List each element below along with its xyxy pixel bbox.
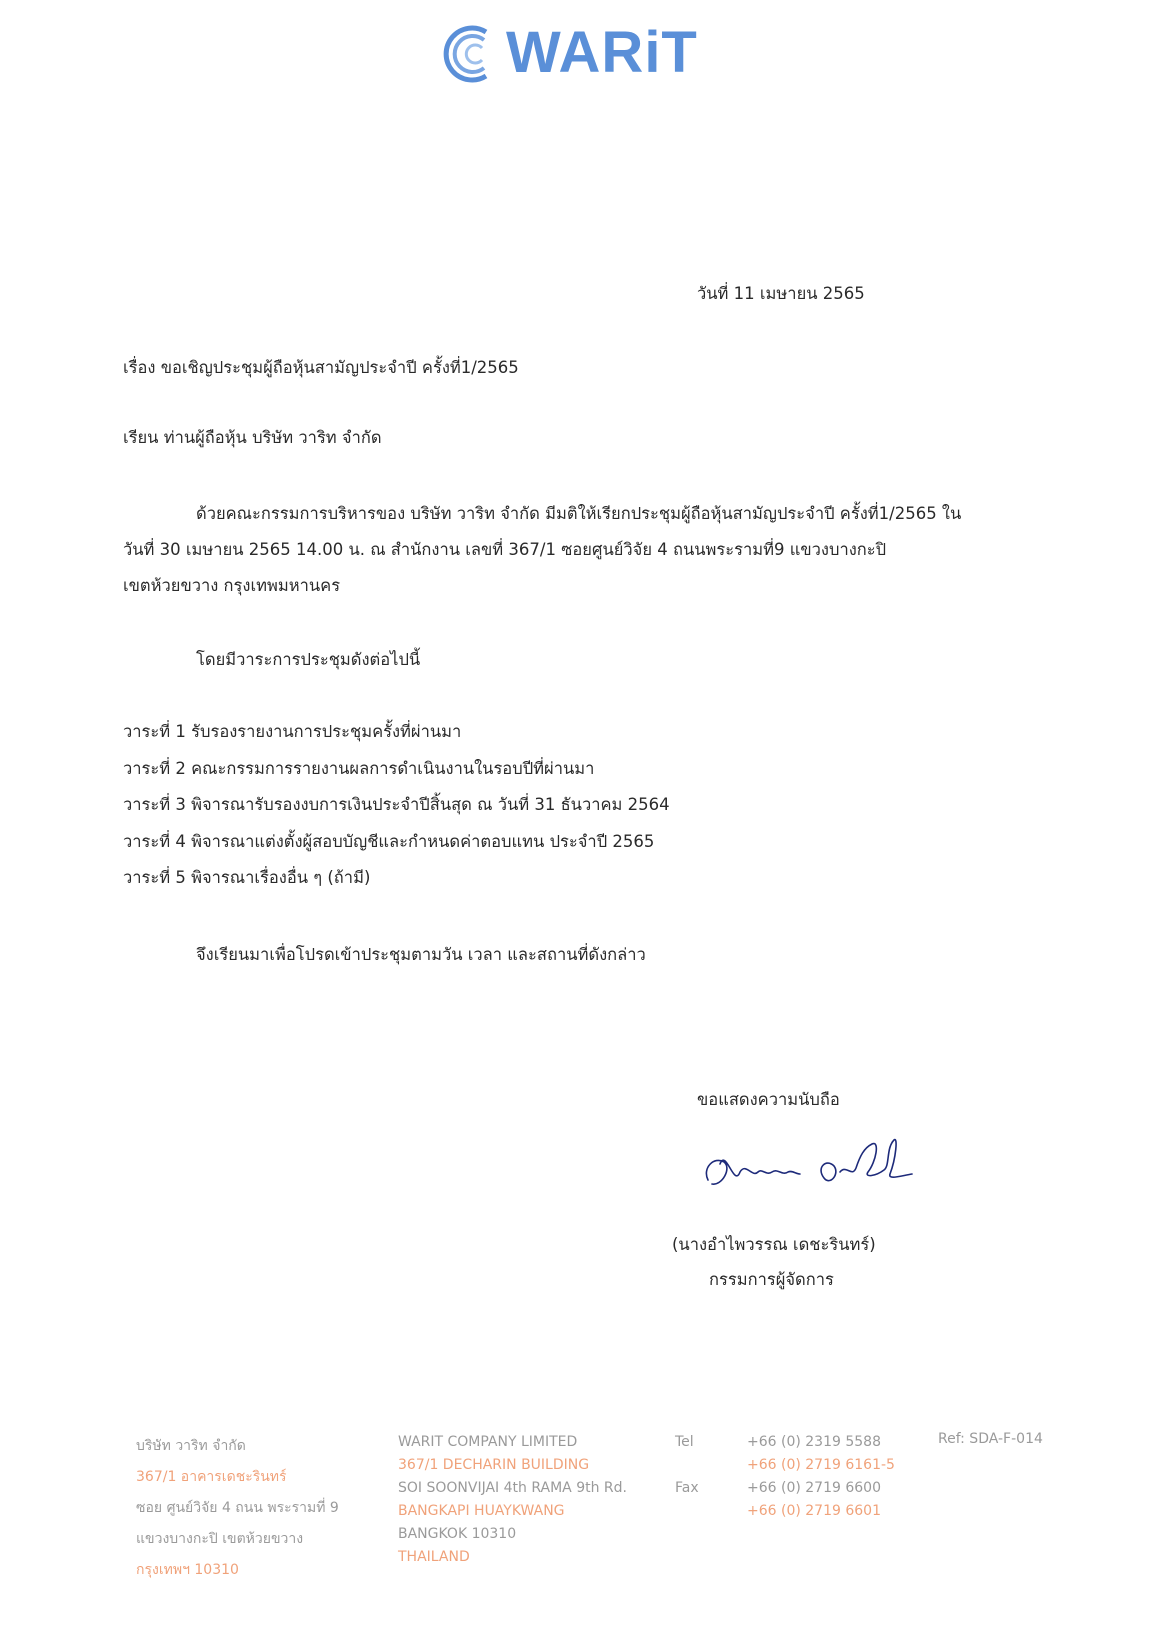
footer-ref: Ref: SDA-F-014 <box>938 1431 1043 1447</box>
agenda-item: วาระที่ 2 คณะกรรมการรายงานผลการดำเนินงานในรอบปีที่ผ่านมา <box>123 758 595 778</box>
closing-line: จึงเรียนมาเพื่อโปรดเข้าประชุมตามวัน เวลา และสถานที่ดังกล่าว <box>196 945 646 964</box>
footer-english-line: BANGKAPI HUAYKWANG <box>398 1503 565 1519</box>
footer-contact-labels <box>675 1431 699 1500</box>
agenda-item: วาระที่ 3 พิจารณารับรองงบการเงินประจำปีสิ้นสุด ณ วันที่ 31 ธันวาคม 2564 <box>123 795 670 814</box>
footer-english-line: 367/1 DECHARIN BUILDING <box>398 1457 590 1473</box>
footer-english-line: SOI SOONVIJAI 4th RAMA 9th Rd. <box>398 1480 627 1496</box>
company-logo <box>440 18 720 88</box>
footer-english-line: BANGKOK 10310 <box>398 1526 517 1542</box>
footer-thai-line: กรุงเทพฯ 10310 <box>136 1562 239 1578</box>
body-line: วันที่ 30 เมษายน 2565 14.00 น. ณ สำนักงาน เลขที่ 367/1 ซอยศูนย์วิจัย 4 ถนนพระรามที่9 แขวงบางกะปิ <box>123 540 887 559</box>
footer-thai-address <box>136 1431 339 1586</box>
fax-label: Fax <box>675 1480 699 1496</box>
agenda-intro: โดยมีวาระการประชุมดังต่อไปนี้ <box>196 650 421 669</box>
signer-position: กรรมการผู้จัดการ <box>709 1270 834 1289</box>
footer-thai-line: 367/1 อาคารเดชะรินทร์ <box>136 1469 287 1485</box>
tel-label: Tel <box>675 1434 694 1450</box>
letter-salutation: เรียน ท่านผู้ถือหุ้น บริษัท วาริท จำกัด <box>123 428 382 447</box>
regards-line: ขอแสดงความนับถือ <box>697 1090 840 1109</box>
footer-contact-numbers <box>747 1431 895 1523</box>
footer-thai-line: ซอย ศูนย์วิจัย 4 ถนน พระรามที่ 9 <box>136 1500 339 1516</box>
signer-name: (นางอำไพวรรณ เดชะรินทร์) <box>672 1235 876 1254</box>
body-line: ด้วยคณะกรรมการบริหารของ บริษัท วาริท จำกัด มีมติให้เรียกประชุมผู้ถือหุ้นสามัญประจำปี ครั้งที่1/2565 ใน <box>196 504 962 523</box>
footer-thai-line: แขวงบางกะปิ เขตห้วยขวาง <box>136 1531 304 1547</box>
agenda-item: วาระที่ 4 พิจารณาแต่งตั้งผู้สอบบัญชีและกำหนดค่าตอบแทน ประจำปี 2565 <box>123 831 655 851</box>
footer-english-line: WARIT COMPANY LIMITED <box>398 1434 578 1450</box>
agenda-item: วาระที่ 5 พิจารณาเรื่องอื่น ๆ (ถ้ามี) <box>123 868 371 887</box>
footer-english-line: THAILAND <box>398 1549 470 1565</box>
footer-thai-line: บริษัท วาริท จำกัด <box>136 1438 246 1454</box>
footer-english-address <box>398 1431 627 1569</box>
body-line: เขตห้วยขวาง กรุงเทพมหานคร <box>123 576 341 595</box>
fax-number: +66 (0) 2719 6601 <box>747 1503 881 1519</box>
letter-date: วันที่ 11 เมษายน 2565 <box>697 284 865 303</box>
agenda-item: วาระที่ 1 รับรองรายงานการประชุมครั้งที่ผ่านมา <box>123 722 462 741</box>
agenda-list <box>123 720 670 903</box>
tel-number: +66 (0) 2319 5588 <box>747 1434 881 1450</box>
logo-swirl-icon <box>440 22 504 86</box>
signature-image <box>700 1128 930 1208</box>
fax-number: +66 (0) 2719 6600 <box>747 1480 881 1496</box>
logo-wordmark: WARiT <box>506 20 698 85</box>
tel-number: +66 (0) 2719 6161-5 <box>747 1457 895 1473</box>
letter-subject: เรื่อง ขอเชิญประชุมผู้ถือหุ้นสามัญประจำปี ครั้งที่1/2565 <box>123 358 519 377</box>
